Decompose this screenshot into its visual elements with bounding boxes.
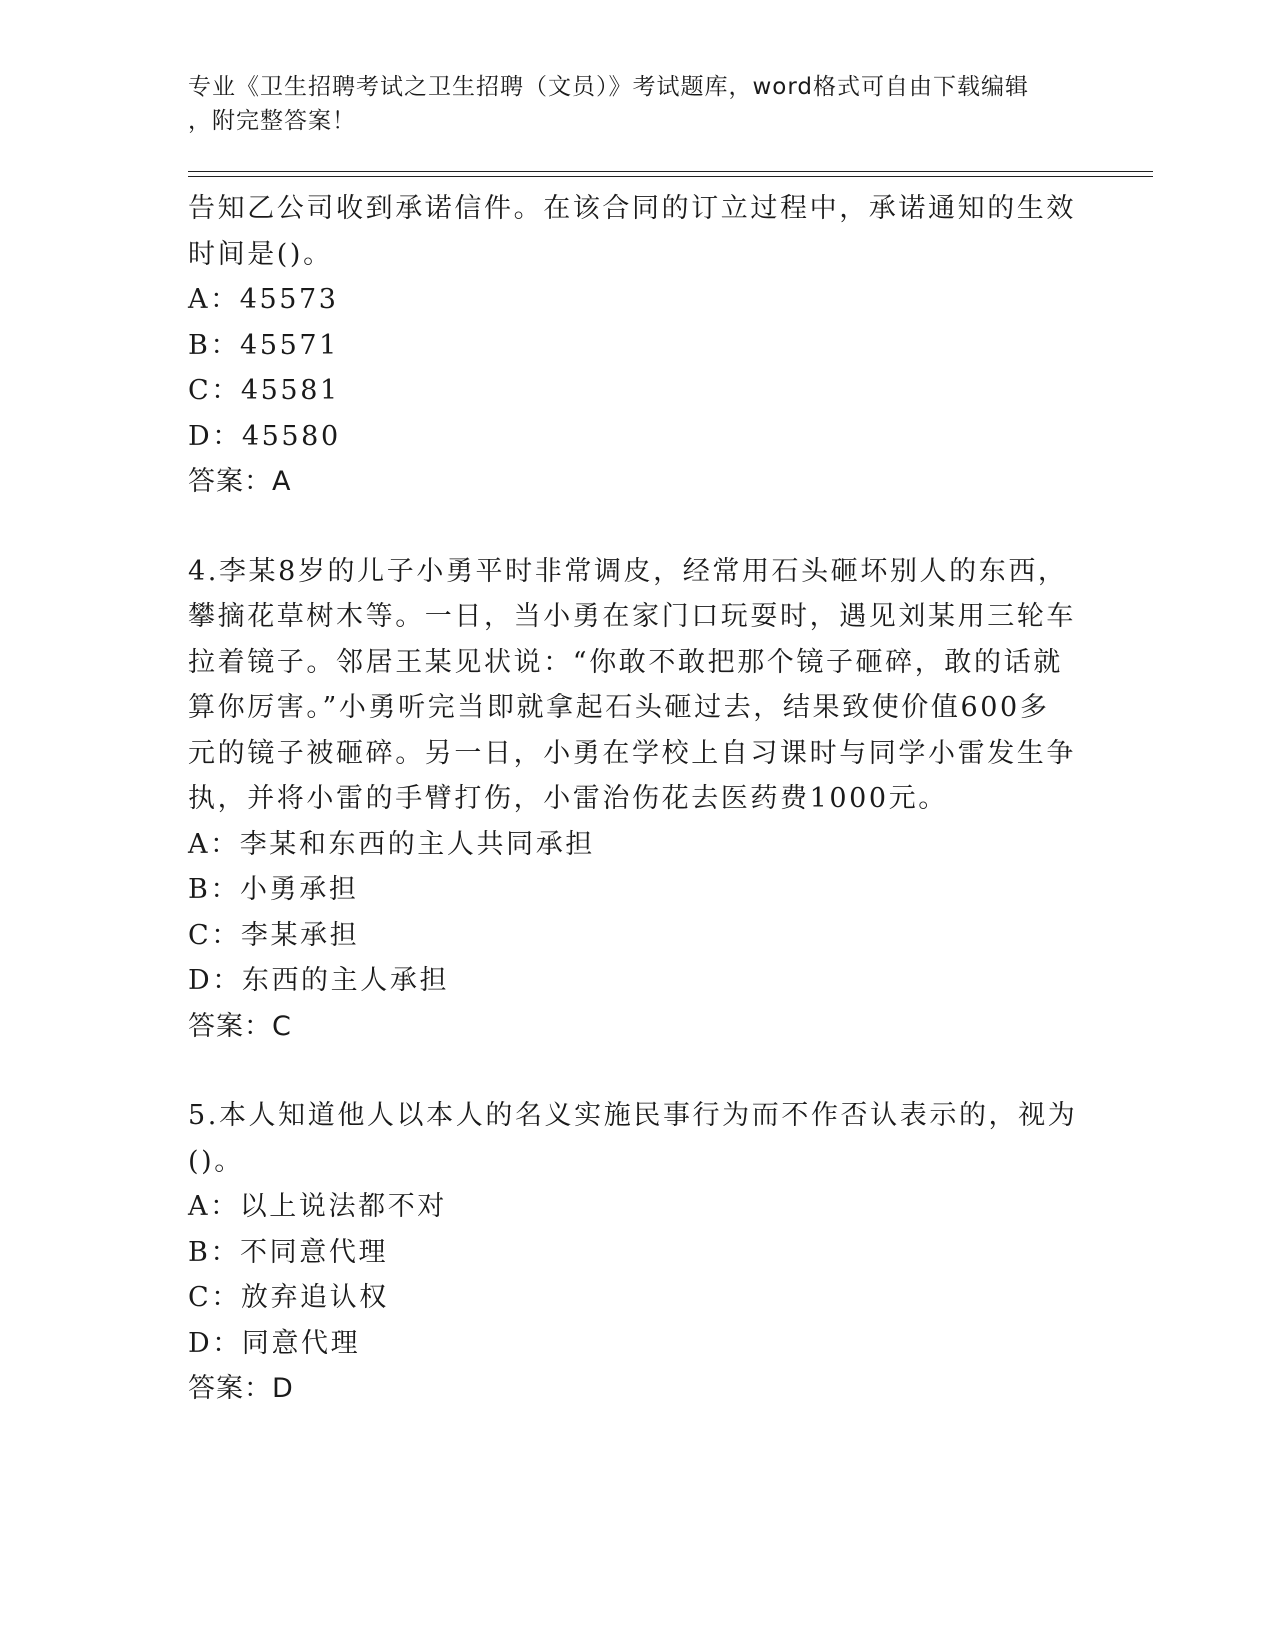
question-text-line: 告知乙公司收到承诺信件。在该合同的订立过程中，承诺通知的生效	[188, 193, 1076, 224]
document-header	[188, 70, 1088, 138]
header-line-2: ，附完整答案！	[188, 108, 356, 134]
document-body	[188, 186, 1108, 1412]
question-text-line: 5.本人知道他人以本人的名义实施民事行为而不作否认表示的，视为	[188, 1100, 1078, 1131]
spacer	[188, 505, 1108, 549]
option-d: D：45580	[188, 420, 341, 452]
question-text-line: 算你厉害。”小勇听完当即就拿起石头砸过去，结果致使价值600多	[188, 692, 1050, 723]
spacer	[188, 1049, 1108, 1093]
option-b: B：小勇承担	[188, 874, 359, 905]
question-text-line: 攀摘花草树木等。一日，当小勇在家门口玩耍时，遇见刘某用三轮车	[188, 601, 1076, 632]
option-c: C：李某承担	[188, 919, 360, 951]
question-4	[188, 549, 1108, 1050]
option-d: D：东西的主人承担	[188, 965, 450, 996]
option-a: A：以上说法都不对	[188, 1191, 447, 1222]
answer-label: 答案：D	[188, 1373, 294, 1404]
header-rule-top	[188, 171, 1153, 172]
question-text-line: 4.李某8岁的儿子小勇平时非常调皮，经常用石头砸坏别人的东西，	[188, 555, 1068, 587]
option-a: A：李某和东西的主人共同承担	[188, 828, 595, 860]
question-text-line: 时间是()。	[188, 238, 333, 270]
option-b: B：不同意代理	[188, 1236, 389, 1268]
option-c: C：放弃追认权	[188, 1282, 389, 1313]
header-rule-bottom	[188, 176, 1153, 177]
option-b: B：45571	[188, 329, 339, 361]
question-text-line: 执，并将小雷的手臂打伤，小雷治伤花去医药费1000元。	[188, 783, 948, 814]
option-a: A：45573	[188, 284, 339, 315]
question-text-line: 元的镜子被砸碎。另一日，小勇在学校上自习课时与同学小雷发生争	[188, 737, 1076, 769]
question-text-line: 拉着镜子。邻居王某见状说：“你敢不敢把那个镜子砸碎，敢的话就	[188, 646, 1063, 678]
question-5	[188, 1093, 1108, 1412]
header-line-1: 专业《卫生招聘考试之卫生招聘（文员）》考试题库，word格式可自由下载编辑	[188, 74, 1030, 100]
question-3-continued	[188, 186, 1108, 505]
option-d: D：同意代理	[188, 1327, 361, 1359]
answer-label: 答案：C	[188, 1010, 292, 1042]
answer-label: 答案：A	[188, 466, 292, 497]
question-text-line: ()。	[188, 1145, 244, 1177]
option-c: C：45581	[188, 375, 340, 406]
